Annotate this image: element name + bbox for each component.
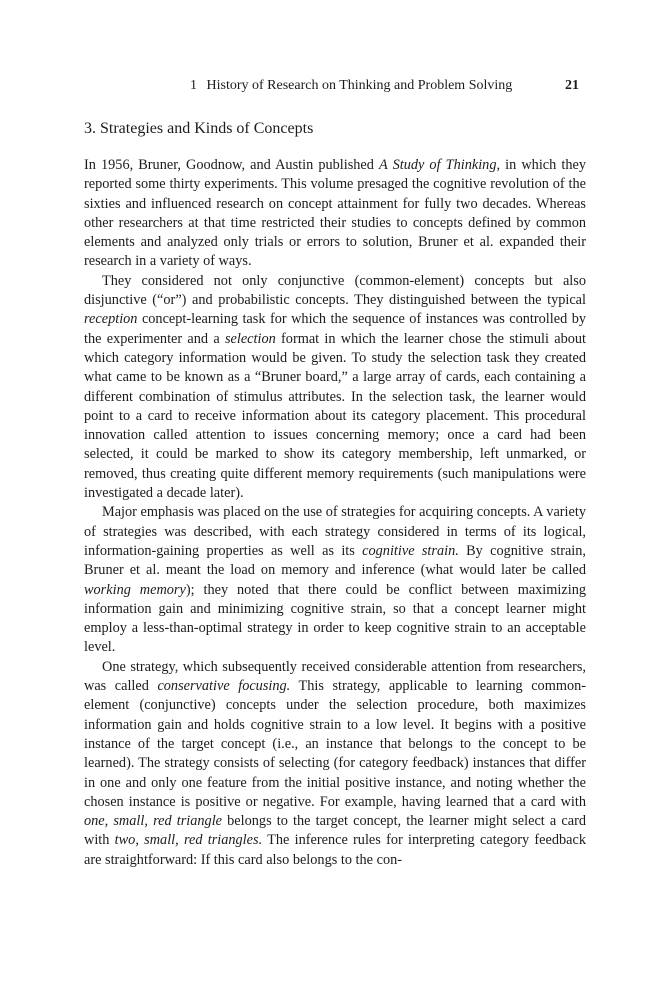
text-run: in which they reported some thirty experiments. This volume presaged the cognitive revolution of the sixties and influenced research on concept attainment for fully two decades. Whereas other researchers at that time restricted their studies to concepts defined by common elements and analyzed only trials or errors to solution, Bruner et al. expanded their research in a variety of ways. [84,157,586,270]
italic-run: two, small, red triangles. [114,832,263,849]
running-head [190,78,590,94]
text-run: One strategy, which subsequently received considerable attention from researchers, was called [84,658,586,695]
text-run: The inference rules for interpreting category feedback are straightforward: If this card also belongs to the con- [84,832,587,868]
paragraph [84,272,586,504]
text-run: In 1956, Bruner, Goodnow, and Austin published [84,157,380,173]
text-run: This strategy, applicable to learning common-element (conjunctive) concepts under the selection procedure, both maximizes information gain and holds cognitive strain to a low level. It begins with a positive instance of the target concept (i.e., an instance that belongs to the concept to be learned). The strategy consists of selecting (for category feedback) instances that differ in one and only one feature from the initial positive instance, and noting whether the chosen instance is positive or negative. For example, having learned that a card with [84,678,587,810]
chapter-number: 1 [190,78,197,93]
text-run: By cognitive strain, Bruner et al. meant the load on memory and inference (what would later be called [84,542,587,579]
italic-run: A Study of Thinking, [379,157,501,173]
section-heading: 3. Strategies and Kinds of Concepts [84,120,314,137]
text-run: Major emphasis was placed on the use of strategies for acquiring concepts. A variety of strategies was described, with each strategy considered in terms of its logical, information-gaining properties as well as its [84,504,586,559]
text-run: concept-learning task for which the sequence of instances was controlled by the experimenter and a [84,311,586,347]
italic-run: selection [224,330,276,347]
paragraph [84,156,586,272]
chapter-title: History of Research on Thinking and Problem Solving [206,78,513,93]
italic-run: conservative focusing. [157,678,291,695]
text-run: ); they noted that there could be conflict between maximizing information gain and minimizing cognitive strain, so that a concept learner might employ a less-than-optimal strategy in order to keep cognitive strain to an acceptable level. [84,581,586,656]
page-number: 21 [565,78,579,93]
italic-run: working memory [84,581,186,598]
italic-run: cognitive strain. [362,542,459,559]
italic-run: reception [84,311,138,328]
body-text [84,156,586,870]
text-run: They considered not only conjunctive (common-element) concepts but also disjunctive (“or”) and probabilistic concepts. They distinguished between the typical [84,272,586,309]
paragraph [84,658,586,870]
italic-run: one, small, red triangle [84,813,223,830]
text-run: format in which the learner chose the stimuli about which category information would be given. To study the selection task they created what came to be known as a “Bruner board,” a large array of cards, each containing a different combination of stimulus attributes. In the selection task, the learner would point to a card to receive information about its category placement. This procedural innovation called attention to issues concerning memory; once a card had been selected, it could be marked to show its category membership, left unmarked, or removed, thus creating quite different memory requirements (such manipulations were investigated a decade later). [84,330,586,502]
text-run: belongs to the target concept, the learner might select a card with [84,813,586,849]
paragraph [84,503,586,657]
